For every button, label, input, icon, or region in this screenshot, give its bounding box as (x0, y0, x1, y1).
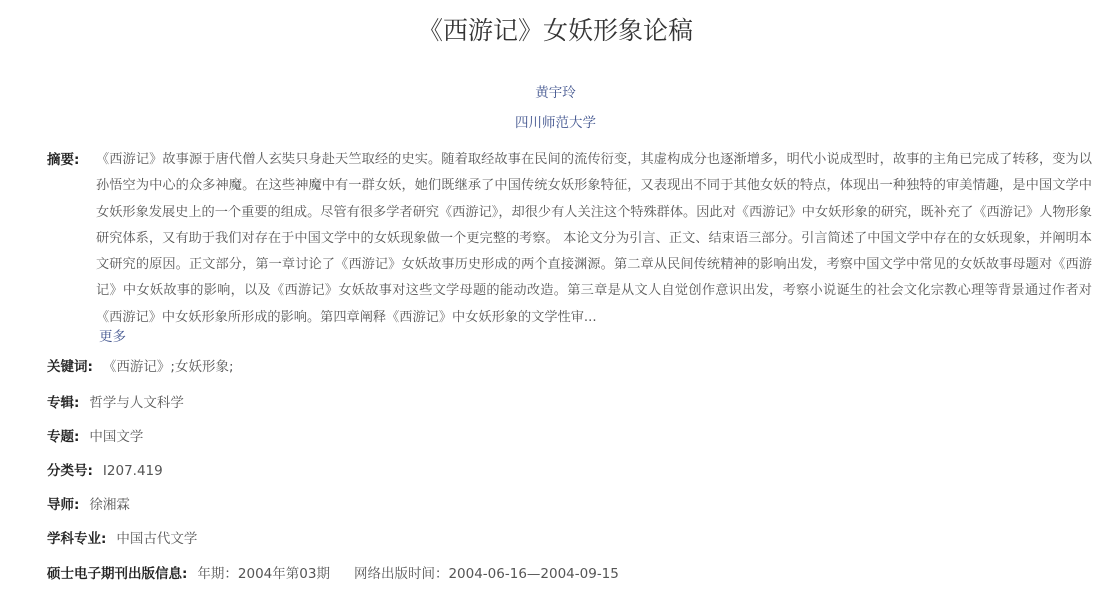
special-collection-row (47, 393, 184, 413)
keywords-label: 关键词: (47, 359, 93, 375)
author-line (0, 83, 1111, 103)
topic-value: 中国文学 (89, 429, 144, 445)
abstract-section (47, 147, 1092, 331)
abstract-label: 摘要: (47, 152, 80, 168)
abstract-more-link[interactable]: 更多 (99, 329, 126, 345)
topic-label: 专题: (47, 429, 80, 445)
tutor-row (47, 495, 130, 515)
classification-value: I207.419 (102, 463, 163, 479)
abstract-text: 《西游记》故事源于唐代僧人玄奘只身赴天竺取经的史实。随着取经故事在民间的流传衍变，其虚构成分也逐渐增多，明代小说成型时，故事的主角已完成了转移，变为以孙悟空为中心的众多神魔。在这些神魔中有一群女妖，她们既继承了中国传统女妖形象特征，又表现出不同于其他女妖的特点，体现出一种独特的审美情趣，是中国文学中女妖形象发展史上的一个重要的组成。尽管有很多学者研究《西游记》，却很少有人关注这个特殊群体。因此对《西游记》中女妖形象的研究，既补充了《西游记》人物形象研究体系，又有助于我们对存在于中国文学中的女妖现象做一个更完整的考察。 本论文分为引言、正文、结束语三部分。引言简述了中国文学中存在的女妖现象，并阐明本文研究的原因。正文部分，第一章讨论了《西游记》女妖故事历史形成的两个直接渊源。第二章从民间传统精神的影响出发，考察中国文学中常见的女妖故事母题对《西游记》中女妖故事的影响，以及《西游记》女妖故事对这些文学母题的能动改造。第三章是从文人自觉创作意识出发，考察小说诞生的社会文化宗教心理等背景通过作者对《西游记》中女妖形象所形成的影响。第四章阐释《西游记》中女妖形象的文学性审... (96, 152, 1092, 325)
author-link[interactable]: 黄宇玲 (535, 85, 576, 101)
keywords-row (47, 357, 234, 377)
major-label: 学科专业: (47, 531, 107, 547)
major-row (47, 529, 197, 549)
tutor-link[interactable]: 徐湘霖 (89, 497, 130, 513)
organization-link[interactable]: 四川师范大学 (515, 115, 596, 131)
topic-row (47, 427, 143, 447)
publication-info-row (47, 564, 619, 584)
special-collection-value: 哲学与人文科学 (89, 395, 184, 411)
publication-online-time: 网络出版时间：2004-06-16—2004-09-15 (353, 566, 619, 582)
special-collection-label: 专辑: (47, 395, 80, 411)
classification-row (47, 461, 163, 481)
organization-line (0, 113, 1111, 133)
tutor-label: 导师: (47, 497, 80, 513)
keywords-link[interactable]: 《西游记》;女妖形象; (102, 359, 234, 375)
publication-info-label: 硕士电子期刊出版信息: (47, 566, 188, 582)
paper-title: 《西游记》女妖形象论稿 (417, 16, 693, 45)
major-value: 中国古代文学 (116, 531, 198, 547)
classification-label: 分类号: (47, 463, 93, 479)
publication-issue: 年期：2004年第03期 (197, 566, 330, 582)
